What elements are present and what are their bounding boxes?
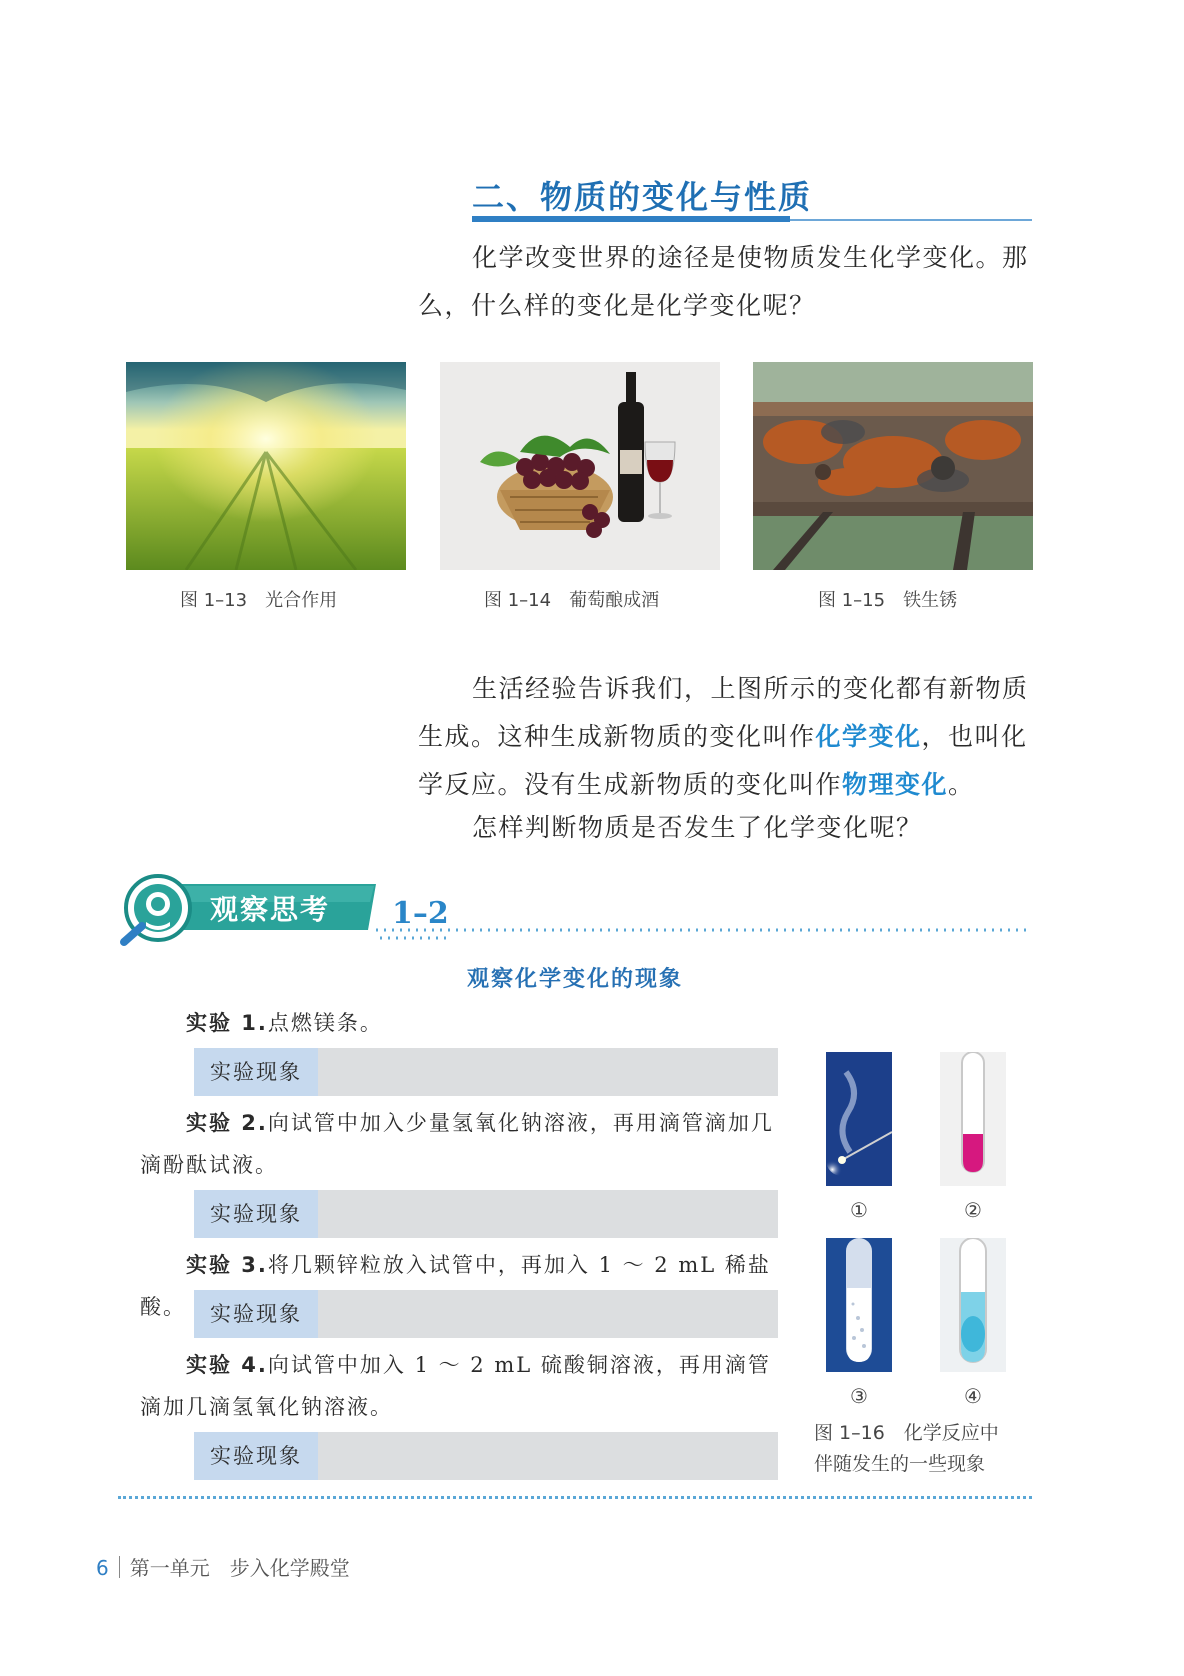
figure-number-1: ① (850, 1198, 868, 1222)
experiment-4-text: 向试管中加入 1 ～ 2 mL 硫酸铜溶液，再用滴管滴加几滴氢氧化钠溶液。 (140, 1353, 771, 1419)
experiment-3-lead: 实验 3. (186, 1253, 268, 1277)
observation-label: 实验现象 (194, 1190, 318, 1238)
term-physical-change: 物理变化 (842, 770, 949, 799)
blue-precipitate-tube-photo (940, 1238, 1006, 1372)
observation-label: 实验现象 (194, 1048, 318, 1096)
figure-caption-1-16-line1: 图 1–16 化学反应中 (814, 1422, 999, 1444)
footer-divider (119, 1556, 120, 1578)
rusty-iron-photo (753, 362, 1033, 570)
experiment-2-lead: 实验 2. (186, 1111, 268, 1135)
magnifier-icon (118, 874, 192, 948)
observation-field-1[interactable] (194, 1048, 778, 1096)
observation-field-4[interactable] (194, 1432, 778, 1480)
figure-caption-1-15: 图 1–15 铁生锈 (818, 590, 958, 611)
body-paragraph (418, 665, 1038, 809)
activity-bottom-divider (118, 1496, 1032, 1499)
observation-label: 实验现象 (194, 1432, 318, 1480)
body-text-b: ，也叫化学反应。没有生成新物质的变化叫作 (418, 722, 1028, 799)
activity-title: 观察化学变化的现象 (466, 966, 683, 992)
experiment-4 (140, 1344, 780, 1428)
figure-number-2: ② (964, 1198, 982, 1222)
experiment-3-text: 将几颗锌粒放入试管中，再加入 1 ～ 2 mL 稀盐酸。 (140, 1253, 771, 1319)
experiment-1-text: 点燃镁条。 (267, 1011, 383, 1035)
grapes-wine-photo (440, 362, 720, 570)
observation-field-2[interactable] (194, 1190, 778, 1238)
figure-number-3: ③ (850, 1384, 868, 1408)
page-footer (96, 1552, 350, 1581)
activity-label: 观察思考 (210, 893, 331, 926)
experiment-2 (140, 1102, 780, 1186)
figure-number-4: ④ (964, 1384, 982, 1408)
experiment-2-text: 向试管中加入少量氢氧化钠溶液，再用滴管滴加几滴酚酞试液。 (140, 1111, 774, 1177)
term-chemical-change: 化学变化 (815, 722, 922, 751)
observation-label: 实验现象 (194, 1290, 318, 1338)
figure-caption-1-14: 图 1–14 葡萄酿成酒 (484, 590, 660, 611)
activity-number: 1–2 (392, 896, 449, 931)
intro-paragraph: 化学改变世界的途径是使物质发生化学变化。那么，什么样的变化是化学变化呢？ (418, 243, 1029, 320)
section-title: 二、物质的变化与性质 (472, 178, 813, 216)
body-question: 怎样判断物质是否发生了化学变化呢？ (472, 813, 923, 842)
body-text-c: 。 (948, 770, 975, 799)
observation-field-3[interactable] (194, 1290, 778, 1338)
page-number: 6 (96, 1556, 109, 1580)
chapter-title: 第一单元 步入化学殿堂 (129, 1556, 350, 1580)
figure-caption-1-16-line2: 伴随发生的一些现象 (814, 1453, 986, 1475)
body-text-a: 生活经验告诉我们，上图所示的变化都有新物质生成。这种生成新物质的变化叫作 (418, 674, 1029, 751)
figure-caption-1-13: 图 1–13 光合作用 (180, 590, 338, 611)
experiment-1-lead: 实验 1. (186, 1011, 268, 1035)
experiment-4-lead: 实验 4. (186, 1353, 268, 1377)
pink-solution-tube-photo (940, 1052, 1006, 1186)
experiment-1 (140, 1002, 780, 1044)
burning-magnesium-photo (826, 1052, 892, 1186)
figure-caption-1-16 (814, 1418, 1034, 1480)
photosynthesis-photo (126, 362, 406, 570)
zinc-bubbles-tube-photo (826, 1238, 892, 1372)
activity-banner (118, 876, 1038, 946)
